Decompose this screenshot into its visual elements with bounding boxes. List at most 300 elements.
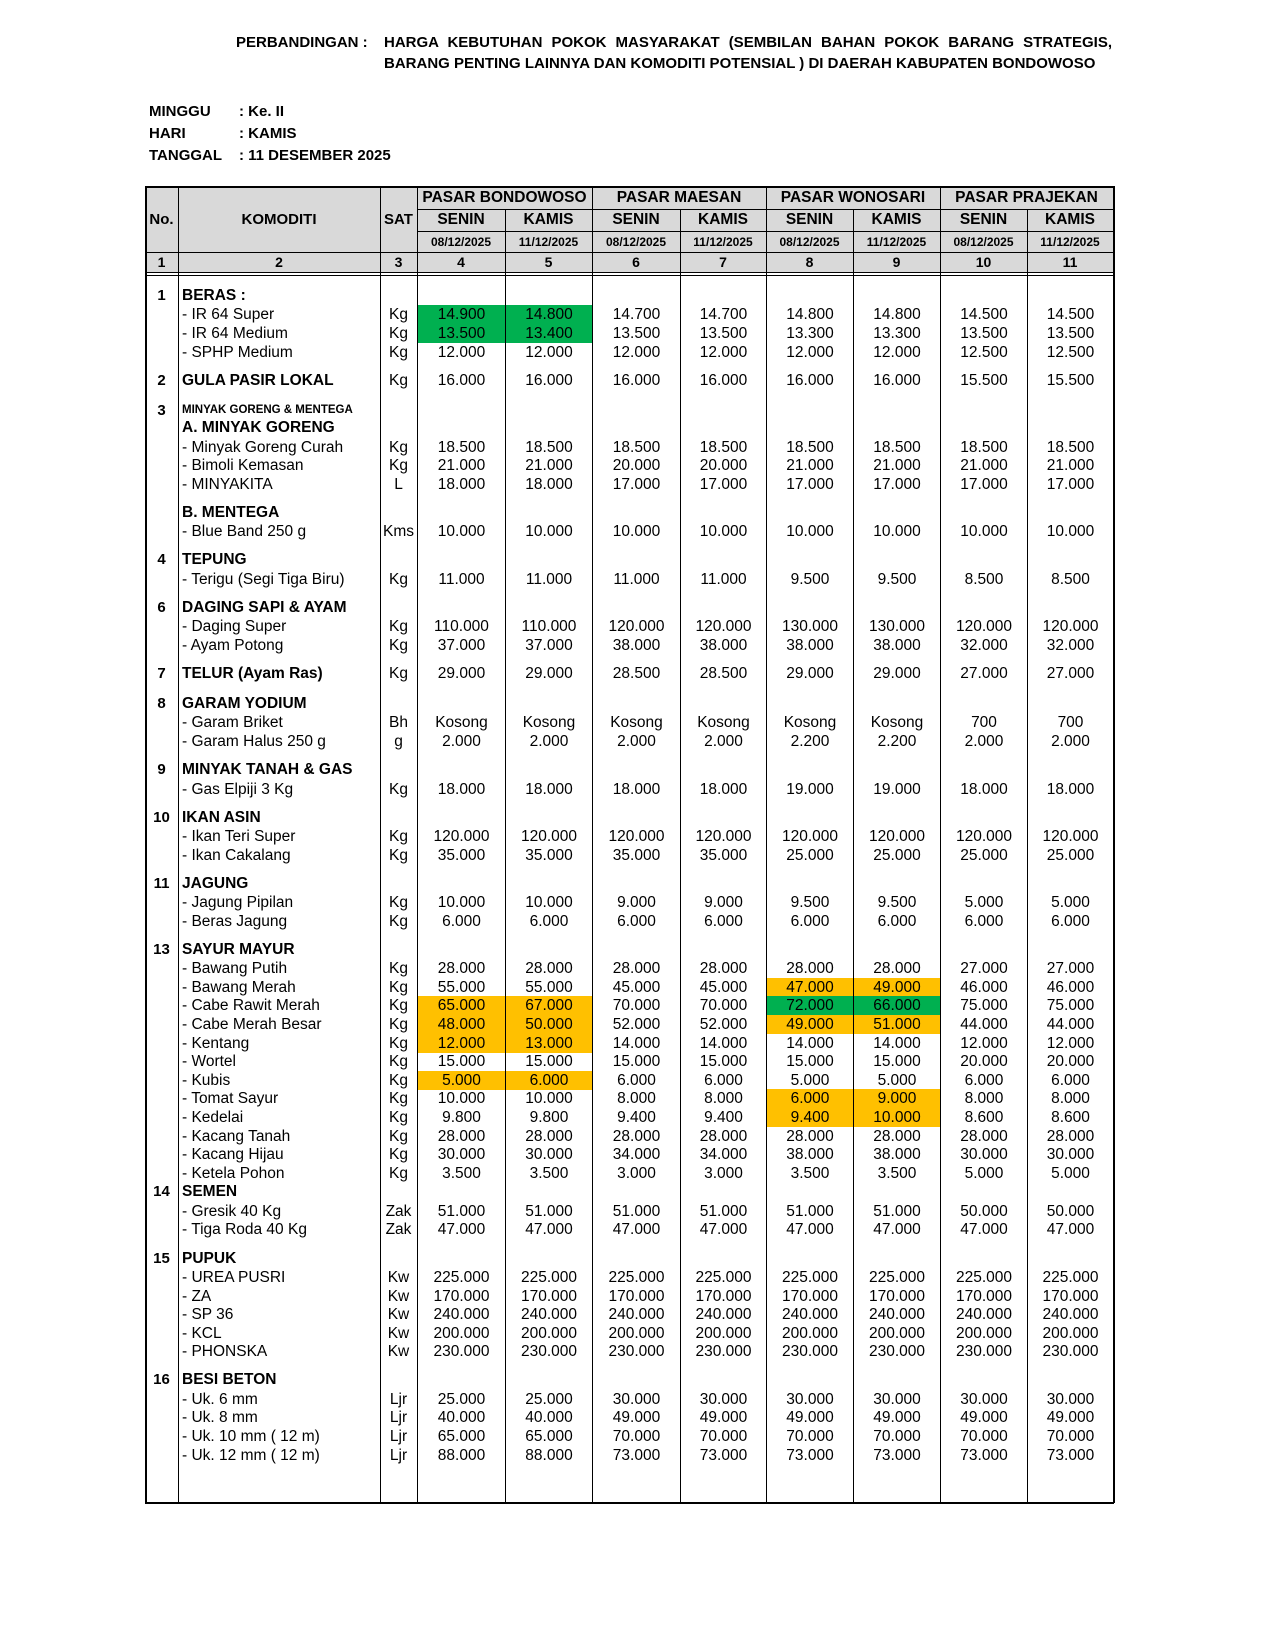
price-cell: 25.000 <box>525 1390 573 1408</box>
price-cell: 10.000 <box>854 1108 940 1127</box>
commodity-name: - Bimoli Kemasan <box>182 457 304 475</box>
price-cell: 13.500 <box>699 325 748 342</box>
price-cell: 6.000 <box>506 1071 592 1090</box>
price-cell: 66.000 <box>854 996 940 1015</box>
price-cell: 5.000 <box>1051 1164 1090 1182</box>
meta-value: : Ke. II <box>239 103 285 120</box>
column-number: 2 <box>178 252 380 272</box>
price-cell: 15.000 <box>525 1053 573 1071</box>
column-number: 1 <box>145 252 178 272</box>
unit: Kg <box>389 1016 408 1033</box>
price-cell: 10.000 <box>525 894 573 912</box>
header-date: 11/12/2025 <box>1027 231 1113 252</box>
price-cell: 14.700 <box>612 306 661 324</box>
price-cell: 35.000 <box>525 846 573 864</box>
price-cell: 8.000 <box>964 1090 1004 1108</box>
price-cell: 25.000 <box>960 846 1008 864</box>
price-cell: 6.000 <box>442 912 481 930</box>
price-cell: 12.500 <box>1046 343 1095 361</box>
price-cell: 28.000 <box>960 1127 1008 1145</box>
table-bottom-border <box>145 1502 1114 1504</box>
price-cell: Kosong <box>697 714 750 732</box>
price-cell: 18.500 <box>699 438 748 456</box>
price-cell: 6.000 <box>877 912 917 930</box>
price-cell: 12.000 <box>437 343 486 361</box>
price-cell: 225.000 <box>433 1268 490 1286</box>
header-no: No. <box>145 186 178 252</box>
table-right-border <box>1113 186 1115 1503</box>
price-cell: 6.000 <box>617 1071 656 1089</box>
price-cell: 6.000 <box>1051 912 1090 930</box>
price-cell: 10.000 <box>525 1090 573 1108</box>
header-line <box>417 209 1113 210</box>
price-cell: 170.000 <box>520 1287 578 1305</box>
price-cell: 9.500 <box>790 894 830 912</box>
unit: Kg <box>389 1090 408 1108</box>
price-cell: 9.400 <box>704 1109 743 1126</box>
price-cell: 75.000 <box>960 997 1008 1015</box>
price-cell: 5.000 <box>877 1071 917 1089</box>
price-cell: 51.000 <box>786 1202 834 1220</box>
meta-tanggal <box>149 147 391 164</box>
price-cell: 73.000 <box>1046 1446 1095 1464</box>
commodity-name: - IR 64 Super <box>182 306 275 324</box>
price-cell: 120.000 <box>1042 828 1099 845</box>
price-cell: 10.000 <box>786 523 834 541</box>
unit: Kg <box>389 570 408 588</box>
price-cell: 67.000 <box>506 996 592 1015</box>
price-cell: 10.000 <box>873 523 921 541</box>
price-cell: 13.500 <box>960 325 1008 342</box>
row-number: 4 <box>157 551 166 569</box>
unit: Kg <box>389 846 408 864</box>
unit: Kg <box>389 960 408 978</box>
column-number: 4 <box>417 252 505 272</box>
unit: Kw <box>387 1268 410 1286</box>
header-line <box>145 252 1113 253</box>
price-cell: 120.000 <box>695 618 752 636</box>
price-cell: 3.000 <box>704 1164 743 1182</box>
price-cell: 16.000 <box>525 371 573 389</box>
price-cell: 240.000 <box>608 1306 665 1324</box>
unit: Kg <box>389 371 408 389</box>
row-number: 13 <box>153 940 170 958</box>
price-cell: 70.000 <box>699 1428 748 1445</box>
commodity-name: - Kentang <box>182 1034 250 1052</box>
price-cell: 170.000 <box>433 1287 490 1305</box>
price-cell: 47.000 <box>612 1221 661 1239</box>
price-cell: 27.000 <box>1046 960 1095 978</box>
commodity-name: - Uk. 10 mm ( 12 m) <box>182 1428 320 1445</box>
price-cell: 120.000 <box>868 828 926 845</box>
row-number: 11 <box>153 874 170 892</box>
price-cell: 88.000 <box>437 1446 486 1464</box>
price-cell: 10.000 <box>437 523 486 541</box>
price-cell: Kosong <box>870 714 924 732</box>
price-cell: 200.000 <box>433 1324 490 1342</box>
price-cell: 25.000 <box>873 846 921 864</box>
price-cell: 2.000 <box>964 733 1004 750</box>
price-cell: 49.000 <box>612 1409 661 1427</box>
price-cell: 28.000 <box>873 960 921 978</box>
commodity-name: - Gas Elpiji 3 Kg <box>182 780 294 798</box>
price-cell: 14.000 <box>612 1034 661 1052</box>
price-cell: 51.000 <box>437 1202 486 1220</box>
commodity-name: - Wortel <box>182 1053 236 1071</box>
price-cell: 6.000 <box>529 912 569 930</box>
price-cell: 28.000 <box>786 1127 834 1145</box>
price-cell: 30.000 <box>960 1146 1008 1164</box>
price-cell: 10.000 <box>525 523 573 541</box>
header-market: PASAR BONDOWOSO <box>417 186 592 209</box>
category-name: SEMEN <box>182 1183 238 1201</box>
unit: g <box>394 733 403 750</box>
price-cell: 27.000 <box>1046 665 1095 682</box>
price-cell: 44.000 <box>960 1016 1008 1033</box>
commodity-name: - Garam Halus 250 g <box>182 733 326 750</box>
price-cell: 38.000 <box>786 636 834 654</box>
price-cell: 70.000 <box>786 1428 834 1445</box>
price-cell: 18.000 <box>960 780 1008 798</box>
commodity-name: - Blue Band 250 g <box>182 523 307 541</box>
price-cell: 230.000 <box>1042 1343 1099 1361</box>
header-komoditi: KOMODITI <box>178 186 380 252</box>
price-cell: 73.000 <box>699 1446 748 1464</box>
column-divider <box>940 186 941 1502</box>
price-cell: 2.000 <box>442 733 481 750</box>
price-cell: 16.000 <box>612 371 661 389</box>
category-name: B. MENTEGA <box>182 503 280 521</box>
price-cell: 65.000 <box>525 1428 573 1445</box>
header-line <box>145 272 1114 273</box>
price-cell: 3.500 <box>790 1164 830 1182</box>
price-cell: 47.000 <box>960 1221 1008 1239</box>
unit: Zak <box>385 1202 412 1220</box>
price-cell: 10.000 <box>699 523 748 541</box>
price-cell: 25.000 <box>437 1390 486 1408</box>
price-cell: 240.000 <box>1042 1306 1099 1324</box>
price-cell: 10.000 <box>1046 523 1095 541</box>
price-cell: 38.000 <box>612 636 661 654</box>
price-cell: 9.000 <box>617 894 656 912</box>
column-divider <box>178 186 179 1502</box>
price-cell: 14.900 <box>418 305 505 324</box>
price-cell: 240.000 <box>868 1306 926 1324</box>
price-cell: 9.400 <box>767 1108 853 1127</box>
header-day: KAMIS <box>680 209 766 231</box>
price-cell: 170.000 <box>1042 1287 1099 1305</box>
price-cell: 30.000 <box>437 1146 486 1164</box>
price-cell: 51.000 <box>699 1202 748 1220</box>
price-cell: 18.000 <box>699 780 748 798</box>
price-cell: 51.000 <box>525 1202 573 1220</box>
price-cell: 130.000 <box>868 618 926 636</box>
price-cell: 17.000 <box>612 475 661 493</box>
header-sat: SAT <box>380 186 417 252</box>
price-cell: 11.000 <box>700 570 747 588</box>
header-day: KAMIS <box>505 209 592 231</box>
table-top-border <box>145 186 1114 188</box>
column-number: 7 <box>680 252 766 272</box>
column-divider <box>505 209 506 1502</box>
price-cell: 28.000 <box>699 1127 748 1145</box>
row-number: 1 <box>157 287 166 304</box>
price-cell: 6.000 <box>704 1071 743 1089</box>
commodity-name: - Ketela Pohon <box>182 1164 285 1182</box>
price-cell: 6.000 <box>790 912 830 930</box>
commodity-name: - UREA PUSRI <box>182 1268 286 1286</box>
commodity-name: - Bawang Putih <box>182 960 288 978</box>
unit: Zak <box>385 1221 412 1239</box>
price-cell: 3.500 <box>442 1164 481 1182</box>
price-cell: 120.000 <box>781 828 839 845</box>
commodity-name: - Kubis <box>182 1071 231 1089</box>
price-cell: 30.000 <box>1046 1390 1095 1408</box>
price-cell: 73.000 <box>612 1446 661 1464</box>
price-cell: 12.000 <box>786 343 834 361</box>
price-cell: 38.000 <box>786 1146 834 1164</box>
price-cell: 47.000 <box>767 978 853 997</box>
column-divider <box>766 186 767 1502</box>
price-cell: 6.000 <box>704 912 743 930</box>
column-divider <box>417 186 418 1502</box>
price-cell: 18.500 <box>786 438 834 456</box>
price-cell: 225.000 <box>868 1268 926 1286</box>
header-day: SENIN <box>417 209 505 231</box>
price-cell: 18.000 <box>612 780 661 798</box>
price-cell: 2.000 <box>1051 733 1090 750</box>
price-cell: 55.000 <box>525 978 573 996</box>
unit: Kg <box>389 306 408 324</box>
price-cell: 70.000 <box>873 1428 921 1445</box>
price-cell: 37.000 <box>437 636 486 654</box>
price-cell: 200.000 <box>955 1324 1013 1342</box>
price-cell: 12.000 <box>1046 1034 1095 1052</box>
row-number: 10 <box>153 808 170 826</box>
price-cell: Kosong <box>435 714 488 732</box>
price-cell: 12.000 <box>418 1034 505 1053</box>
price-cell: 225.000 <box>781 1268 839 1286</box>
price-cell: 17.000 <box>1046 475 1095 493</box>
price-cell: 225.000 <box>520 1268 578 1286</box>
price-cell: 170.000 <box>781 1287 839 1305</box>
commodity-name: - Ikan Teri Super <box>182 828 296 845</box>
price-cell: 9.800 <box>442 1109 481 1126</box>
column-divider <box>592 186 593 1502</box>
price-cell: 15.000 <box>786 1053 834 1071</box>
price-cell: 30.000 <box>873 1390 921 1408</box>
commodity-name: - Cabe Merah Besar <box>182 1016 322 1033</box>
unit: Kg <box>389 1071 408 1089</box>
price-cell: 40.000 <box>437 1409 486 1427</box>
price-cell: 35.000 <box>437 846 486 864</box>
price-cell: 28.000 <box>437 960 486 978</box>
price-cell: 21.000 <box>525 457 573 475</box>
price-cell: 240.000 <box>781 1306 839 1324</box>
price-cell: 9.500 <box>877 570 917 588</box>
unit: Kg <box>389 780 408 798</box>
price-cell: 18.000 <box>437 475 486 493</box>
commodity-name: - Tomat Sayur <box>182 1090 279 1108</box>
price-cell: 240.000 <box>955 1306 1013 1324</box>
price-cell: 14.700 <box>699 306 748 324</box>
price-cell: 230.000 <box>781 1343 839 1361</box>
column-divider <box>853 209 854 1502</box>
price-cell: 8.600 <box>1051 1109 1090 1126</box>
price-cell: 51.000 <box>854 1015 940 1034</box>
price-cell: 49.000 <box>767 1015 853 1034</box>
price-cell: 18.000 <box>437 780 486 798</box>
price-cell: 8.500 <box>1051 570 1090 588</box>
price-cell: 21.000 <box>1046 457 1095 475</box>
price-cell: 120.000 <box>520 828 578 845</box>
row-number: 9 <box>157 761 166 779</box>
price-cell: 2.000 <box>704 733 743 750</box>
price-cell: 70.000 <box>612 1428 661 1445</box>
price-cell: 14.800 <box>873 306 921 324</box>
price-cell: 15.000 <box>437 1053 486 1071</box>
price-cell: 120.000 <box>955 618 1013 636</box>
meta-value: : KAMIS <box>239 125 297 142</box>
header-date: 08/12/2025 <box>417 231 505 252</box>
price-cell: 29.000 <box>525 665 573 682</box>
unit: Kw <box>387 1287 410 1305</box>
price-cell: 230.000 <box>433 1343 490 1361</box>
price-cell: 13.300 <box>873 325 921 342</box>
price-cell: 47.000 <box>699 1221 748 1239</box>
price-cell: 16.000 <box>873 371 921 389</box>
price-cell: 46.000 <box>960 978 1008 996</box>
price-cell: 14.800 <box>786 306 834 324</box>
price-cell: 11.000 <box>438 570 485 588</box>
price-cell: 200.000 <box>695 1324 752 1342</box>
price-cell: 120.000 <box>608 828 665 845</box>
price-cell: 13.300 <box>786 325 834 342</box>
price-cell: 52.000 <box>699 1016 748 1033</box>
price-cell: 170.000 <box>608 1287 665 1305</box>
price-cell: 28.000 <box>612 960 661 978</box>
commodity-name: - Kacang Hijau <box>182 1146 284 1164</box>
price-cell: 230.000 <box>955 1343 1013 1361</box>
commodity-name: - MINYAKITA <box>182 475 273 493</box>
price-cell: 5.000 <box>1051 894 1090 912</box>
unit: Kms <box>383 523 414 541</box>
unit: L <box>394 475 403 493</box>
price-cell: 240.000 <box>433 1306 490 1324</box>
price-cell: 21.000 <box>960 457 1008 475</box>
price-cell: 3.500 <box>877 1164 917 1182</box>
price-cell: 10.000 <box>437 894 486 912</box>
price-cell: 12.000 <box>873 343 921 361</box>
price-cell: 8.500 <box>964 570 1004 588</box>
meta-hari <box>149 125 297 142</box>
price-cell: 110.000 <box>521 618 577 636</box>
price-cell: 49.000 <box>960 1409 1008 1427</box>
price-cell: 17.000 <box>699 475 748 493</box>
price-cell: 200.000 <box>520 1324 578 1342</box>
price-cell: 5.000 <box>964 894 1004 912</box>
price-cell: 18.500 <box>873 438 921 456</box>
price-cell: 18.000 <box>525 475 573 493</box>
unit: Kg <box>389 912 408 930</box>
unit: Kg <box>389 997 408 1015</box>
price-cell: 18.000 <box>1046 780 1095 798</box>
price-cell: 5.000 <box>964 1164 1004 1182</box>
unit: Kg <box>389 894 408 912</box>
price-cell: 46.000 <box>1046 978 1095 996</box>
price-cell: 70.000 <box>960 1428 1008 1445</box>
price-cell: 21.000 <box>437 457 486 475</box>
price-cell: 120.000 <box>695 828 752 845</box>
price-cell: 49.000 <box>699 1409 748 1427</box>
price-cell: Kosong <box>610 714 663 732</box>
price-cell: 9.500 <box>877 894 917 912</box>
category-name: GARAM YODIUM <box>182 695 307 712</box>
unit: Kg <box>389 1034 408 1052</box>
header-date: 11/12/2025 <box>853 231 940 252</box>
price-cell: 3.500 <box>529 1164 569 1182</box>
price-cell: 21.000 <box>873 457 921 475</box>
price-cell: 28.000 <box>699 960 748 978</box>
price-cell: 6.000 <box>617 912 656 930</box>
price-cell: 9.000 <box>704 894 743 912</box>
commodity-name: - Beras Jagung <box>182 912 288 930</box>
unit: Ljr <box>389 1446 408 1464</box>
price-cell: 12.000 <box>525 343 573 361</box>
price-cell: 70.000 <box>699 997 748 1015</box>
price-cell: 8.000 <box>704 1090 743 1108</box>
price-cell: 13.500 <box>1046 325 1095 342</box>
price-cell: 120.000 <box>433 828 490 845</box>
row-number: 16 <box>153 1371 170 1389</box>
unit: Kg <box>389 978 408 996</box>
price-cell: 30.000 <box>525 1146 573 1164</box>
table-left-border <box>145 186 147 1503</box>
price-cell: 30.000 <box>1046 1146 1095 1164</box>
price-cell: 50.000 <box>960 1202 1008 1220</box>
price-cell: 29.000 <box>786 665 834 682</box>
unit: Kw <box>387 1343 410 1361</box>
commodity-name: - Kedelai <box>182 1109 244 1126</box>
price-cell: 18.500 <box>1046 438 1095 456</box>
unit: Ljr <box>389 1428 408 1445</box>
column-divider <box>680 209 681 1502</box>
commodity-name: - Kacang Tanah <box>182 1127 291 1145</box>
column-number: 6 <box>592 252 680 272</box>
category-name: MINYAK TANAH & GAS <box>182 761 353 779</box>
price-cell: 12.000 <box>960 1034 1008 1052</box>
price-cell: 47.000 <box>873 1221 921 1239</box>
header-double-line <box>145 275 1114 276</box>
category-name: BERAS : <box>182 287 246 304</box>
price-cell: 18.500 <box>960 438 1008 456</box>
category-name: GULA PASIR LOKAL <box>182 371 334 389</box>
price-cell: 18.500 <box>525 438 573 456</box>
unit: Bh <box>389 714 408 732</box>
price-cell: 28.000 <box>873 1127 921 1145</box>
price-cell: 49.000 <box>873 1409 921 1427</box>
commodity-name: - Daging Super <box>182 618 287 636</box>
price-cell: 700 <box>971 714 997 732</box>
category-name: PUPUK <box>182 1249 237 1267</box>
header-day: SENIN <box>592 209 680 231</box>
price-cell: Kosong <box>783 714 837 732</box>
price-cell: 240.000 <box>520 1306 578 1324</box>
price-cell: 51.000 <box>873 1202 921 1220</box>
header-date: 08/12/2025 <box>592 231 680 252</box>
price-cell: 16.000 <box>699 371 748 389</box>
unit: Kg <box>389 325 408 342</box>
